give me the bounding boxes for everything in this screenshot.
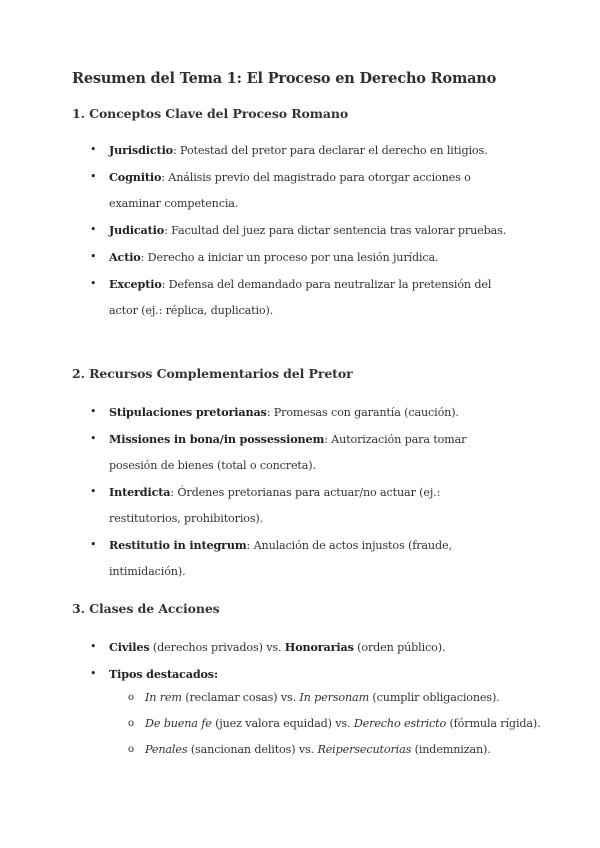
sub-term: Reipersecutorias xyxy=(317,743,412,756)
item-sep: : xyxy=(161,278,166,291)
item-term: Restitutio in integrum xyxy=(109,538,247,552)
item-text: Análisis previo del magistrado para otorgar acciones o examinar competencia. xyxy=(109,171,471,210)
item-term: Cognitio xyxy=(109,170,162,184)
sub-text: (sancionan delitos) vs. xyxy=(187,743,318,756)
circle-bullet-icon: o xyxy=(128,744,134,755)
list-item xyxy=(90,164,510,217)
item-term: Civiles xyxy=(109,640,150,654)
list-item xyxy=(90,244,510,271)
section-3-sublist xyxy=(128,685,541,763)
sub-term: In personam xyxy=(299,691,370,704)
item-term: Honorarias xyxy=(284,640,354,654)
item-term: Missiones in bona/in possessionem xyxy=(109,432,325,446)
circle-bullet-icon: o xyxy=(128,718,134,729)
item-sep: : xyxy=(172,144,177,157)
item-text: Autorización para tomar posesión de bienes (total o concreta). xyxy=(109,433,467,472)
bullet-icon: • xyxy=(90,170,97,183)
list-item xyxy=(90,634,510,661)
item-sep: : xyxy=(164,224,168,237)
list-item xyxy=(90,271,510,324)
item-sep: : xyxy=(213,667,218,681)
sub-list-item xyxy=(128,737,528,763)
item-sep: : xyxy=(140,251,145,264)
list-item xyxy=(90,532,510,585)
section-2-list xyxy=(90,399,510,585)
bullet-icon: • xyxy=(90,250,97,263)
list-item xyxy=(90,217,510,244)
document-title: Resumen del Tema 1: El Proceso en Derecho Romano xyxy=(72,70,497,87)
bullet-icon: • xyxy=(90,640,97,653)
item-term: Judicatio xyxy=(109,223,165,237)
item-sep: : xyxy=(170,486,174,499)
sub-term: Penales xyxy=(145,743,188,756)
section-heading-2: 2. Recursos Complementarios del Pretor xyxy=(72,366,353,381)
item-term: Interdicta xyxy=(109,485,171,499)
section-1-list xyxy=(90,137,510,324)
bullet-icon: • xyxy=(90,277,97,290)
bullet-icon: • xyxy=(90,405,97,418)
list-item xyxy=(90,426,510,479)
item-sep: : xyxy=(246,539,251,552)
sub-text: (reclamar cosas) vs. xyxy=(181,691,300,704)
item-text: (derechos privados) vs. xyxy=(149,641,285,654)
section-3-list xyxy=(90,634,510,688)
item-text: Facultad del juez para dictar sentencia tras valorar pruebas. xyxy=(167,224,507,237)
item-term: Actio xyxy=(109,250,141,264)
sub-term: In rem xyxy=(145,691,182,704)
circle-bullet-icon: o xyxy=(128,692,134,703)
bullet-icon: • xyxy=(90,485,97,498)
sub-text: (juez valora equidad) vs. xyxy=(211,717,354,730)
bullet-icon: • xyxy=(90,143,97,156)
item-text: Potestad del pretor para declarar el derecho en litigios. xyxy=(176,144,488,157)
sub-list-item xyxy=(128,685,528,711)
list-item xyxy=(90,661,510,688)
item-text: Anulación de actos injustos (fraude, intimidación). xyxy=(109,539,452,578)
list-item xyxy=(90,399,510,426)
bullet-icon: • xyxy=(90,538,97,551)
item-sep: : xyxy=(161,171,165,184)
item-term: Jurisdictio xyxy=(109,143,173,157)
list-item xyxy=(90,479,510,532)
bullet-icon: • xyxy=(90,223,97,236)
list-item xyxy=(90,137,510,164)
sub-term: Derecho estricto xyxy=(353,717,447,730)
sub-text: (fórmula rígida). xyxy=(446,717,541,730)
item-text: Órdenes pretorianas para actuar/no actuar (ej.: restitutorios, prohibitorios). xyxy=(109,486,441,525)
bullet-icon: • xyxy=(90,667,97,680)
section-heading-1: 1. Conceptos Clave del Proceso Romano xyxy=(72,106,349,121)
item-text: Promesas con garantía (caución). xyxy=(270,406,459,419)
sub-text: (cumplir obligaciones). xyxy=(369,691,500,704)
bullet-icon: • xyxy=(90,432,97,445)
sub-list-item xyxy=(128,711,541,737)
item-text: Derecho a iniciar un proceso por una lesión jurídica. xyxy=(144,251,439,264)
sub-text: (indemnizan). xyxy=(411,743,491,756)
item-term: Exceptio xyxy=(109,277,162,291)
item-term: Stipulaciones pretorianas xyxy=(109,405,267,419)
item-sep: : xyxy=(324,433,328,446)
item-text: (orden público). xyxy=(353,641,446,654)
section-heading-3: 3. Clases de Acciones xyxy=(72,601,220,616)
item-sep: : xyxy=(266,406,271,419)
item-text: Defensa del demandado para neutralizar la pretensión del actor (ej.: réplica, duplicatio). xyxy=(109,278,492,317)
sub-term: De buena fe xyxy=(145,717,212,730)
item-term: Tipos destacados xyxy=(109,667,214,681)
